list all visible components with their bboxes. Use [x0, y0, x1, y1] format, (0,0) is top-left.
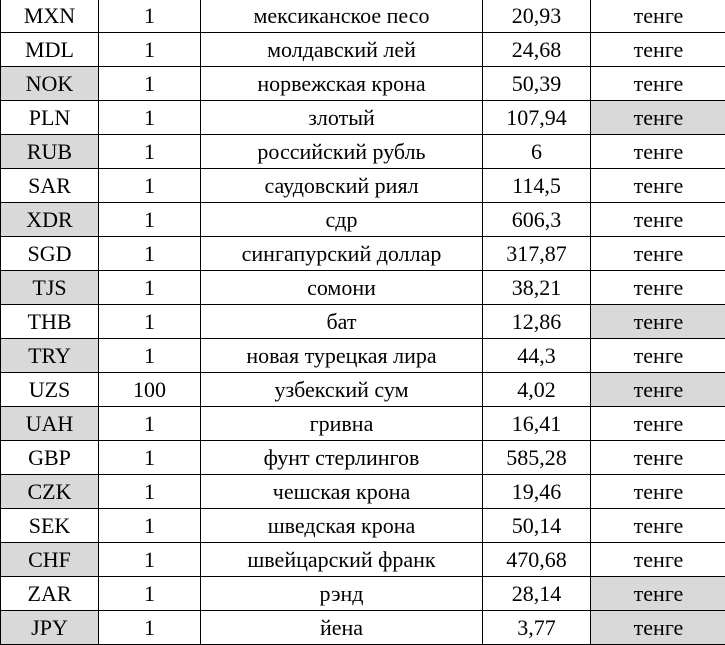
- target-currency-cell: тенге: [591, 101, 725, 135]
- currency-code-cell: TRY: [1, 339, 99, 373]
- currency-name-cell: российский рубль: [201, 135, 483, 169]
- table-row: [1, 509, 725, 543]
- target-currency-cell: тенге: [591, 543, 725, 577]
- currency-name-cell: бат: [201, 305, 483, 339]
- target-currency-cell: тенге: [591, 509, 725, 543]
- exchange-rate-cell: 16,41: [483, 407, 591, 441]
- exchange-rate-cell: 107,94: [483, 101, 591, 135]
- units-cell: 1: [99, 509, 201, 543]
- table-row: [1, 339, 725, 373]
- target-currency-cell: тенге: [591, 339, 725, 373]
- target-currency-cell: тенге: [591, 373, 725, 407]
- table-row: [1, 373, 725, 407]
- currency-name-cell: фунт стерлингов: [201, 441, 483, 475]
- currency-name-cell: саудовский риял: [201, 169, 483, 203]
- exchange-rate-cell: 12,86: [483, 305, 591, 339]
- table-row: [1, 169, 725, 203]
- exchange-rate-cell: 50,14: [483, 509, 591, 543]
- exchange-rate-cell: 38,21: [483, 271, 591, 305]
- currency-code-cell: THB: [1, 305, 99, 339]
- exchange-rate-cell: 317,87: [483, 237, 591, 271]
- table-row: [1, 543, 725, 577]
- target-currency-cell: тенге: [591, 475, 725, 509]
- units-cell: 1: [99, 169, 201, 203]
- table-row: [1, 577, 725, 611]
- target-currency-cell: тенге: [591, 203, 725, 237]
- exchange-rate-cell: 114,5: [483, 169, 591, 203]
- table-row: [1, 441, 725, 475]
- units-cell: 1: [99, 101, 201, 135]
- currency-name-cell: мексиканское песо: [201, 0, 483, 33]
- units-cell: 1: [99, 339, 201, 373]
- exchange-rate-cell: 606,3: [483, 203, 591, 237]
- currency-name-cell: шведская крона: [201, 509, 483, 543]
- currency-code-cell: UZS: [1, 373, 99, 407]
- units-cell: 1: [99, 475, 201, 509]
- table-row: [1, 271, 725, 305]
- target-currency-cell: тенге: [591, 67, 725, 101]
- currency-code-cell: SEK: [1, 509, 99, 543]
- currency-name-cell: йена: [201, 611, 483, 645]
- exchange-rate-table-body: [1, 0, 725, 645]
- currency-code-cell: JPY: [1, 611, 99, 645]
- exchange-rate-cell: 28,14: [483, 577, 591, 611]
- currency-code-cell: CZK: [1, 475, 99, 509]
- target-currency-cell: тенге: [591, 0, 725, 33]
- units-cell: 1: [99, 67, 201, 101]
- target-currency-cell: тенге: [591, 305, 725, 339]
- units-cell: 1: [99, 441, 201, 475]
- currency-code-cell: GBP: [1, 441, 99, 475]
- exchange-rate-cell: 6: [483, 135, 591, 169]
- currency-code-cell: RUB: [1, 135, 99, 169]
- exchange-rate-cell: 44,3: [483, 339, 591, 373]
- currency-code-cell: SGD: [1, 237, 99, 271]
- units-cell: 1: [99, 611, 201, 645]
- currency-name-cell: узбекский сум: [201, 373, 483, 407]
- table-row: [1, 135, 725, 169]
- target-currency-cell: тенге: [591, 135, 725, 169]
- currency-code-cell: ZAR: [1, 577, 99, 611]
- currency-name-cell: злотый: [201, 101, 483, 135]
- units-cell: 1: [99, 577, 201, 611]
- target-currency-cell: тенге: [591, 407, 725, 441]
- exchange-rate-cell: 20,93: [483, 0, 591, 33]
- currency-code-cell: MXN: [1, 0, 99, 33]
- currency-code-cell: NOK: [1, 67, 99, 101]
- currency-code-cell: PLN: [1, 101, 99, 135]
- target-currency-cell: тенге: [591, 271, 725, 305]
- currency-name-cell: швейцарский франк: [201, 543, 483, 577]
- currency-code-cell: MDL: [1, 33, 99, 67]
- units-cell: 1: [99, 135, 201, 169]
- table-row: [1, 0, 725, 33]
- currency-code-cell: XDR: [1, 203, 99, 237]
- table-row: [1, 305, 725, 339]
- table-row: [1, 237, 725, 271]
- table-row: [1, 475, 725, 509]
- units-cell: 1: [99, 305, 201, 339]
- currency-name-cell: чешская крона: [201, 475, 483, 509]
- table-row: [1, 101, 725, 135]
- units-cell: 1: [99, 271, 201, 305]
- units-cell: 100: [99, 373, 201, 407]
- exchange-rate-cell: 585,28: [483, 441, 591, 475]
- units-cell: 1: [99, 203, 201, 237]
- currency-name-cell: норвежская крона: [201, 67, 483, 101]
- target-currency-cell: тенге: [591, 441, 725, 475]
- currency-code-cell: SAR: [1, 169, 99, 203]
- target-currency-cell: тенге: [591, 237, 725, 271]
- units-cell: 1: [99, 407, 201, 441]
- table-row: [1, 33, 725, 67]
- table-row: [1, 203, 725, 237]
- currency-name-cell: сингапурский доллар: [201, 237, 483, 271]
- target-currency-cell: тенге: [591, 577, 725, 611]
- units-cell: 1: [99, 33, 201, 67]
- currency-name-cell: молдавский лей: [201, 33, 483, 67]
- currency-code-cell: TJS: [1, 271, 99, 305]
- target-currency-cell: тенге: [591, 33, 725, 67]
- table-row: [1, 611, 725, 645]
- table-row: [1, 67, 725, 101]
- exchange-rate-cell: 19,46: [483, 475, 591, 509]
- target-currency-cell: тенге: [591, 169, 725, 203]
- exchange-rate-cell: 4,02: [483, 373, 591, 407]
- exchange-rate-cell: 50,39: [483, 67, 591, 101]
- currency-name-cell: рэнд: [201, 577, 483, 611]
- table-row: [1, 407, 725, 441]
- exchange-rate-cell: 470,68: [483, 543, 591, 577]
- currency-code-cell: CHF: [1, 543, 99, 577]
- exchange-rate-cell: 3,77: [483, 611, 591, 645]
- units-cell: 1: [99, 237, 201, 271]
- currency-name-cell: сдр: [201, 203, 483, 237]
- exchange-rate-cell: 24,68: [483, 33, 591, 67]
- units-cell: 1: [99, 543, 201, 577]
- currency-code-cell: UAH: [1, 407, 99, 441]
- target-currency-cell: тенге: [591, 611, 725, 645]
- currency-name-cell: новая турецкая лира: [201, 339, 483, 373]
- units-cell: 1: [99, 0, 201, 33]
- currency-name-cell: гривна: [201, 407, 483, 441]
- currency-name-cell: сомони: [201, 271, 483, 305]
